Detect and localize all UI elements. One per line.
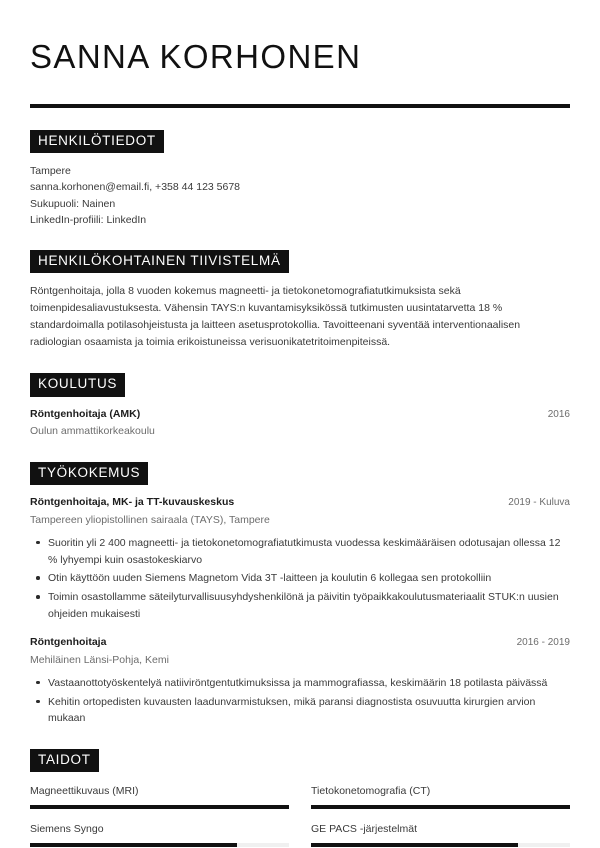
skill-progress-fill: [311, 843, 518, 847]
education-degree: Röntgenhoitaja (AMK): [30, 407, 141, 420]
list-item: Kehitin ortopedisten kuvausten laadunvarmistuksen, mikä paransi diagnostista osuvuutta kirurgien arvion mukaan: [30, 694, 570, 728]
section-summary: [30, 250, 570, 351]
header-divider: [30, 104, 570, 108]
summary-text: Röntgenhoitaja, jolla 8 vuoden kokemus magneetti- ja tietokonetomografiatutkimuksista sekä toimenpidesaliavustuksesta. Vähensin TAYS:n kuvantamisyksikössä tutkimusten uusintatarvetta 18 % standardoimalla potilasohjeistusta ja laitteen asetusprotokollia. Tavoitteenani syventää interventionaalisen radiologian osaamista ja toimia erikoistuneissa verisuonikatetritoimenpiteissä.: [30, 285, 521, 349]
experience-job-title: Röntgenhoitaja: [30, 635, 107, 648]
list-item: Toimin osastollamme säteilyturvallisuusyhdyshenkilönä ja päivitin työpaikkakoulutusmateriaalit STUK:n uusien ohjeiden mukaisesti: [30, 589, 570, 623]
skills-grid: [30, 784, 570, 847]
skill-progress-track: [30, 805, 289, 809]
skill-progress-track: [311, 805, 570, 809]
contact-location: Tampere: [30, 165, 71, 178]
section-badge-skills: TAIDOT: [30, 749, 99, 772]
education-date: 2016: [547, 408, 570, 420]
section-badge-experience: TYÖKOKEMUS: [30, 462, 148, 485]
experience-entry-head: [30, 495, 570, 511]
personal-details-body: [30, 163, 570, 228]
section-experience: [30, 462, 570, 728]
page-title: SANNA KORHONEN: [30, 38, 362, 75]
list-item: Vastaanottotyöskentelyä natiiviröntgentutkimuksissa ja mammografiassa, keskimäärin 18 potilasta päivässä: [30, 675, 570, 692]
experience-bullet-list: [30, 675, 570, 727]
skill-label: Siemens Syngo: [30, 823, 104, 836]
list-item: Otin käyttöön uuden Siemens Magnetom Vida 3T -laitteen ja koulutin 6 kollegaa sen protokolliin: [30, 570, 570, 587]
skill-item: [311, 784, 570, 809]
education-institution: Oulun ammattikorkeakoulu: [30, 425, 155, 438]
experience-job-title: Röntgenhoitaja, MK- ja TT-kuvauskeskus: [30, 495, 235, 508]
experience-body: [30, 495, 570, 727]
education-entry-head: [30, 407, 570, 423]
summary-body: [30, 283, 570, 351]
experience-entry: [30, 635, 570, 727]
experience-employer: Mehiläinen Länsi-Pohja, Kemi: [30, 653, 169, 666]
skill-progress-track: [311, 843, 570, 847]
experience-date: 2016 - 2019: [516, 636, 570, 648]
section-badge-education: KOULUTUS: [30, 373, 125, 396]
skill-progress-track: [30, 843, 289, 847]
contact-linkedin[interactable]: LinkedIn-profiili: LinkedIn: [30, 213, 147, 226]
education-entry: [30, 407, 570, 440]
skill-label: GE PACS -järjestelmät: [311, 823, 417, 836]
experience-bullet-list: [30, 535, 570, 623]
skill-progress-fill: [30, 843, 237, 847]
contact-gender: Sukupuoli: Nainen: [30, 197, 116, 210]
skill-item: [30, 822, 289, 847]
skill-label: Magneettikuvaus (MRI): [30, 785, 139, 798]
experience-entry-head: [30, 635, 570, 651]
section-badge-personal-details: HENKILÖTIEDOT: [30, 130, 164, 153]
list-item: Suoritin yli 2 400 magneetti- ja tietokonetomografiatutkimusta vuodessa keskimääräisen odotusajan ollessa 12 % lyhyempi kuin osastokeskiarvo: [30, 535, 570, 569]
skill-item: [30, 784, 289, 809]
contact-email-phone: sanna.korhonen@email.fi, +358 44 123 5678: [30, 181, 241, 194]
skill-label: Tietokonetomografia (CT): [311, 785, 431, 798]
skill-progress-fill: [311, 805, 570, 809]
experience-employer: Tampereen yliopistollinen sairaala (TAYS), Tampere: [30, 513, 270, 526]
experience-entry: [30, 495, 570, 623]
experience-date: 2019 - Kuluva: [508, 496, 570, 508]
education-body: [30, 407, 570, 440]
section-education: [30, 373, 570, 439]
section-badge-summary: HENKILÖKOHTAINEN TIIVISTELMÄ: [30, 250, 289, 273]
section-personal-details: [30, 130, 570, 228]
skill-item: [311, 822, 570, 847]
skill-progress-fill: [30, 805, 289, 809]
section-skills: [30, 749, 570, 847]
